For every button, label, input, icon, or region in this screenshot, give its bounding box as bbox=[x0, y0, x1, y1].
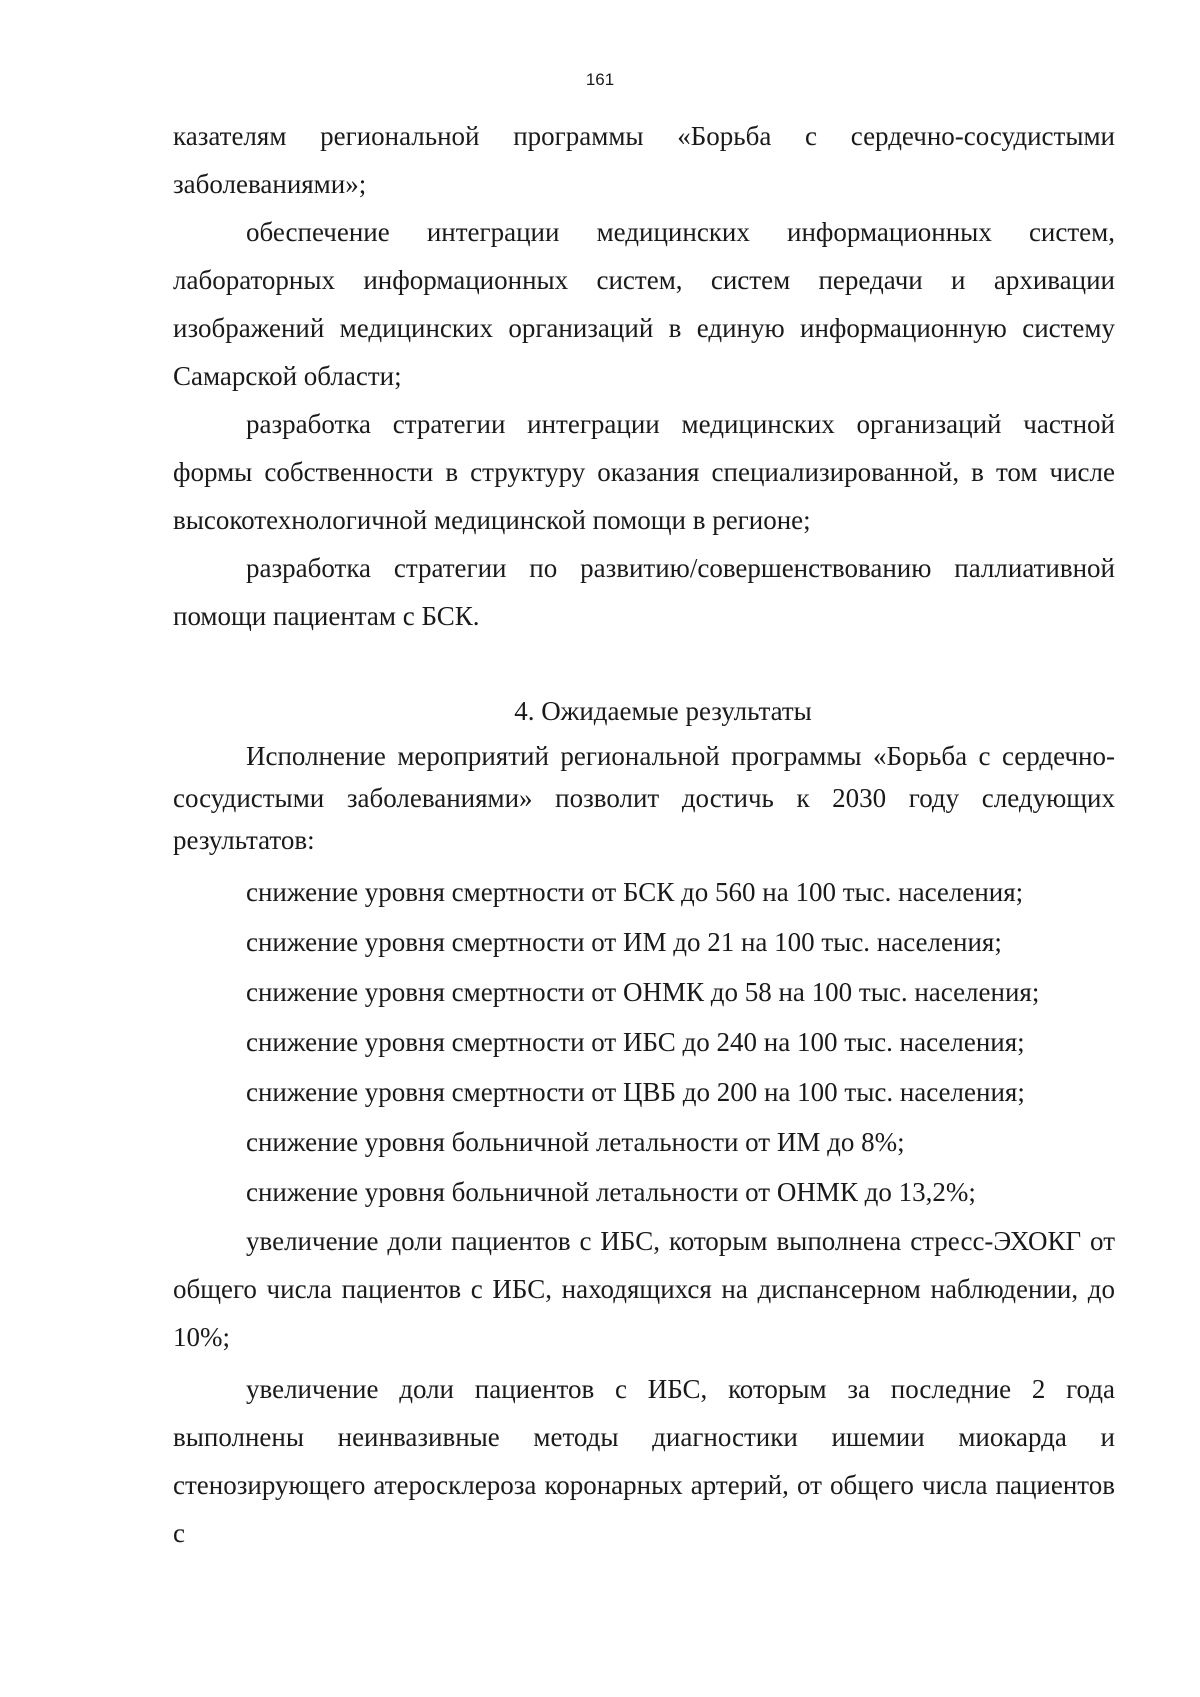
paragraph-intro: Исполнение мероприятий региональной программы «Борьба с сердечно-сосудистыми заболеваниями» позволит достичь к 2030 году следующих результатов: bbox=[173, 741, 1115, 855]
list-item: снижение уровня больничной летальности от ИМ до 8%; bbox=[246, 1127, 905, 1157]
list-item: снижение уровня смертности от БСК до 560 на 100 тыс. населения; bbox=[246, 877, 1024, 907]
section-heading: 4. Ожидаемые результаты bbox=[514, 696, 812, 726]
results-list bbox=[173, 867, 1115, 1217]
list-item: снижение уровня смертности от ОНМК до 58 на 100 тыс. населения; bbox=[246, 977, 1040, 1007]
paragraph-noninvasive-diagnostics: увеличение доли пациентов с ИБС, которым за последние 2 года выполнены неинвазивные методы диагностики ишемии миокарда и стенозирующего атеросклероза коронарных артерий, от общего числа пациентов с bbox=[173, 1374, 1115, 1548]
paragraph-palliative-care: разработка стратегии по развитию/совершенствованию паллиативной помощи пациентам с БСК. bbox=[173, 553, 1115, 631]
paragraph-stress-echo: увеличение доли пациентов с ИБС, которым выполнена стресс-ЭХОКГ от общего числа пациентов с ИБС, находящихся на диспансерном наблюдении, до 10%; bbox=[173, 1226, 1115, 1352]
paragraph-integration-systems: обеспечение интеграции медицинских информационных систем, лабораторных информационных систем, систем передачи и архивации изображений медицинских организаций в единую информационную систему Самарской области; bbox=[173, 217, 1115, 391]
list-item: снижение уровня смертности от ЦВБ до 200 на 100 тыс. населения; bbox=[246, 1077, 1025, 1107]
page-number: 161 bbox=[585, 70, 615, 89]
list-item: снижение уровня смертности от ИМ до 21 на 100 тыс. населения; bbox=[246, 927, 1002, 957]
list-item: снижение уровня смертности от ИБС до 240 на 100 тыс. населения; bbox=[246, 1027, 1025, 1057]
list-item: снижение уровня больничной летальности от ОНМК до 13,2%; bbox=[246, 1177, 976, 1207]
paragraph-continuation: казателям региональной программы «Борьба с сердечно-сосудистыми заболеваниями»; bbox=[173, 121, 1115, 199]
paragraph-private-organizations: разработка стратегии интеграции медицинских организаций частной формы собственности в структуру оказания специализированной, в том числе высокотехнологичной медицинской помощи в регионе; bbox=[173, 409, 1115, 535]
document-body bbox=[173, 112, 1115, 1557]
